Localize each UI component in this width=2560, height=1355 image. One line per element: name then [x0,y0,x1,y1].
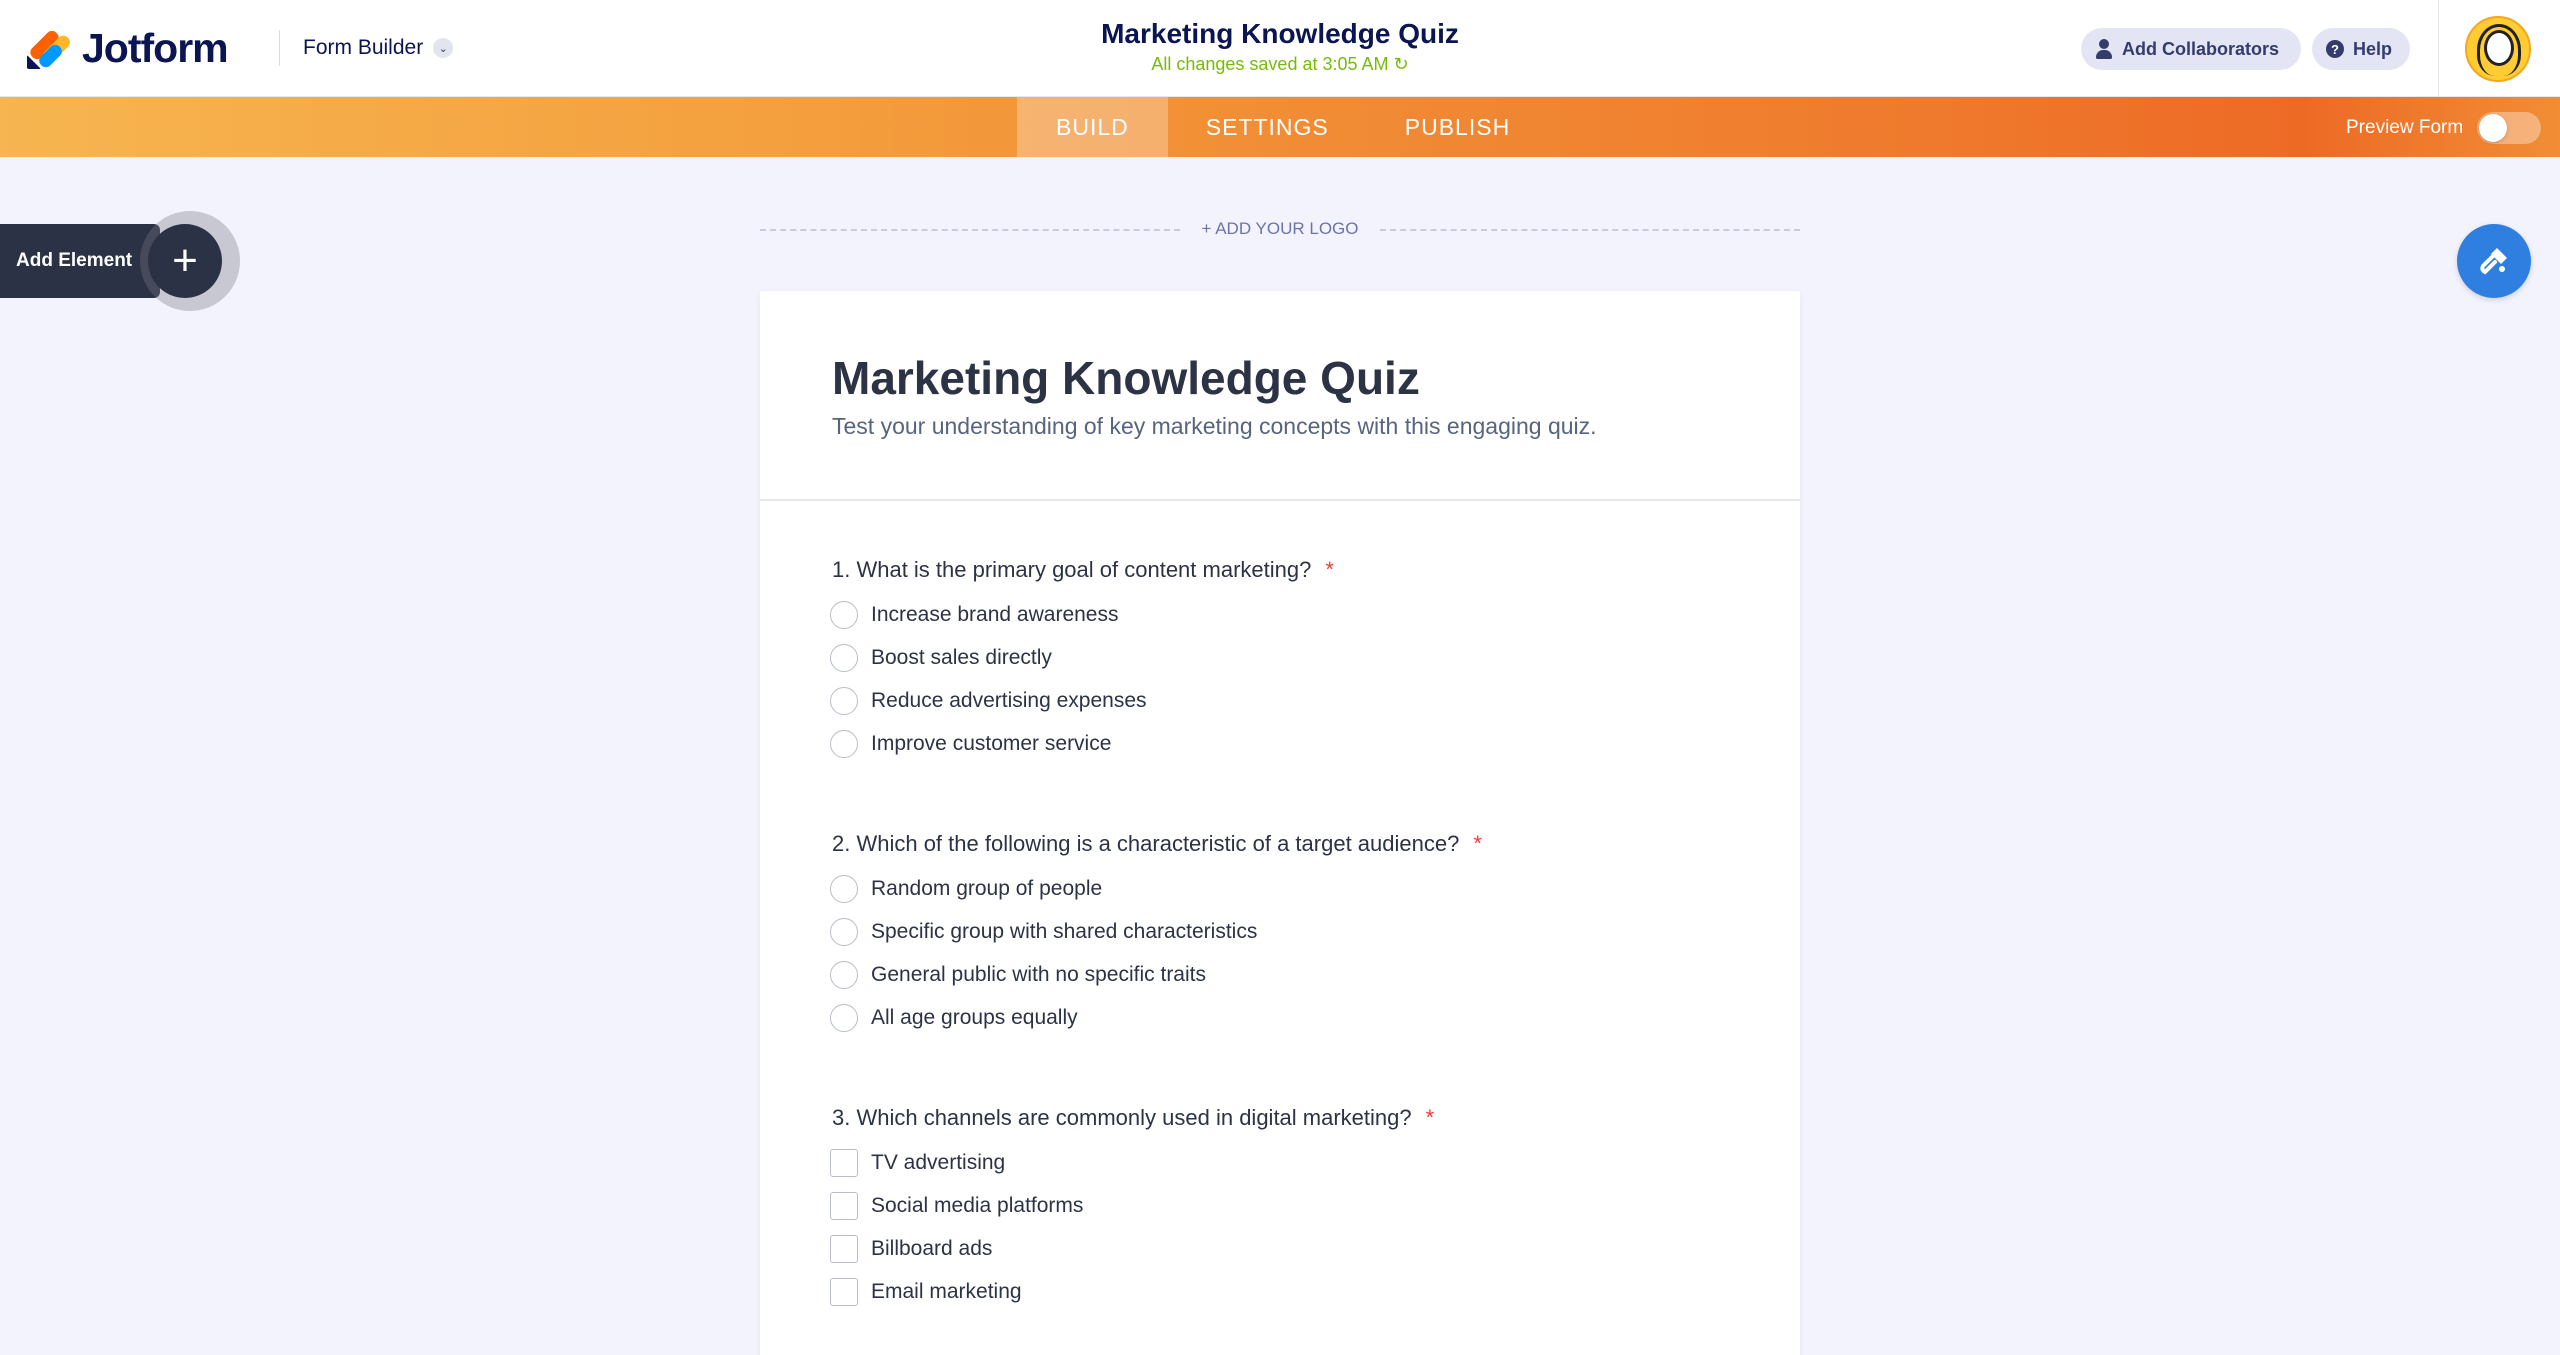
add-collaborators-label: Add Collaborators [2122,38,2280,59]
option-label: Email marketing [871,1279,1022,1303]
preview-form-toggle[interactable] [2477,112,2541,144]
refresh-icon[interactable]: ↻ [1393,54,1409,74]
required-asterisk: * [1425,1105,1435,1130]
save-status-text: All changes saved at 3:05 AM [1151,54,1389,74]
tab-build[interactable]: BUILD [1017,97,1168,157]
tab-publish[interactable]: PUBLISH [1404,113,1511,140]
radio-option[interactable] [830,996,1732,1039]
checkbox[interactable] [830,1235,858,1263]
question-text: 3. Which channels are commonly used in digital marketing? [832,1105,1412,1130]
option-label: Reduce advertising expenses [871,688,1147,712]
header-divider [279,30,280,66]
tab-settings[interactable]: SETTINGS [1205,113,1329,140]
radio-button[interactable] [830,601,858,629]
add-element-button[interactable] [0,224,160,298]
question-text: 1. What is the primary goal of content marketing? [832,557,1312,582]
radio-button[interactable] [830,730,858,758]
form-card [760,291,1800,1355]
chevron-down-icon: ⌄ [433,38,453,58]
question-text: 2. Which of the following is a characteristic of a target audience? [832,831,1460,856]
radio-option[interactable] [830,679,1732,722]
logo-dashed-line-right [1380,229,1800,231]
question-3[interactable] [832,1103,1732,1313]
checkbox[interactable] [830,1278,858,1306]
radio-button[interactable] [830,644,858,672]
form-builder-label: Form Builder [303,36,424,59]
option-label: TV advertising [871,1150,1006,1174]
preview-form-label: Preview Form [2346,117,2464,138]
option-label: Improve customer service [871,731,1112,755]
option-label: Billboard ads [871,1236,993,1260]
required-asterisk: * [1473,831,1482,856]
checkbox-option[interactable] [830,1270,1732,1313]
question-label [832,1103,1732,1133]
brand-name: Jotform [82,24,228,71]
person-icon [2095,39,2113,59]
radio-button[interactable] [830,687,858,715]
option-label: Random group of people [871,876,1103,900]
avatar[interactable] [2465,16,2531,82]
builder-tabs [1017,97,1548,157]
preview-form-control [2346,112,2541,144]
question-1[interactable] [832,555,1732,765]
form-builder-menu[interactable] [303,30,453,66]
radio-option[interactable] [830,636,1732,679]
paint-roller-icon [2475,242,2513,280]
radio-button[interactable] [830,1004,858,1032]
form-description[interactable]: Test your understanding of key marketing concepts with this engaging quiz. [832,413,1597,439]
question-label [832,829,1732,859]
plus-icon[interactable]: + [148,224,222,298]
top-header [0,0,2560,97]
question-2[interactable] [832,829,1732,1039]
radio-button[interactable] [830,918,858,946]
radio-option[interactable] [830,953,1732,996]
add-element-label: Add Element [16,250,133,271]
radio-option[interactable] [830,722,1732,765]
radio-option[interactable] [830,910,1732,953]
form-header[interactable] [760,291,1800,501]
option-label: Boost sales directly [871,645,1052,669]
radio-button[interactable] [830,961,858,989]
question-mark-icon: ? [2326,40,2344,58]
help-button[interactable] [2312,28,2410,70]
form-title[interactable]: Marketing Knowledge Quiz [832,352,1420,404]
jotform-logo-icon [26,25,68,71]
form-title-block [980,18,1580,75]
checkbox[interactable] [830,1149,858,1177]
radio-option[interactable] [830,867,1732,910]
radio-option[interactable] [830,593,1732,636]
header-separator [2438,0,2439,97]
option-label: Social media platforms [871,1193,1084,1217]
checkbox[interactable] [830,1192,858,1220]
option-label: All age groups equally [871,1005,1078,1029]
option-label: Increase brand awareness [871,602,1119,626]
add-collaborators-button[interactable] [2081,28,2301,70]
add-logo-link[interactable]: + ADD YOUR LOGO [1201,219,1359,238]
builder-tab-bar [0,97,2560,157]
question-label [832,555,1732,585]
logo-dashed-line-left [760,229,1180,231]
checkbox-option[interactable] [830,1227,1732,1270]
form-designer-button[interactable] [2457,224,2531,298]
header-form-title[interactable]: Marketing Knowledge Quiz [1101,18,1459,49]
option-label: Specific group with shared characteristics [871,919,1258,943]
required-asterisk: * [1325,557,1334,582]
save-status [980,54,1580,75]
checkbox-option[interactable] [830,1184,1732,1227]
jotform-logo[interactable] [26,22,228,74]
help-label: Help [2352,38,2392,59]
radio-button[interactable] [830,875,858,903]
checkbox-option[interactable] [830,1141,1732,1184]
option-label: General public with no specific traits [871,962,1206,986]
